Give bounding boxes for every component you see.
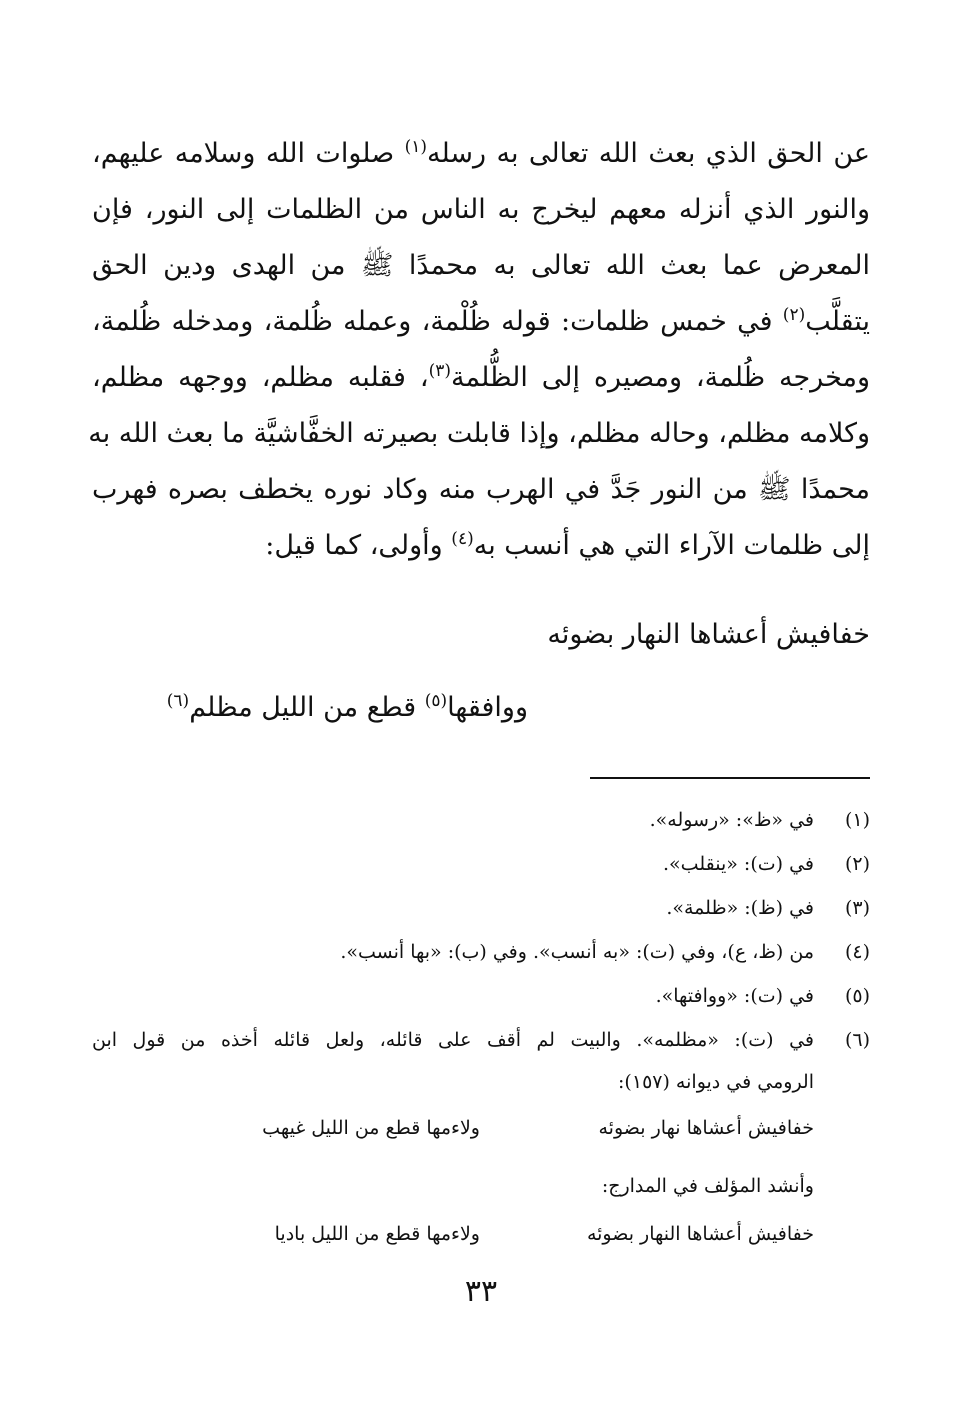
footnote-number: (٤) (844, 941, 870, 963)
paragraph-line: يتقلَّب$^{(٢)}$ في خمس ظلمات: قوله ظُلْمة، وعمله ظُلمة، ومدخله ظُلمة، (92, 305, 870, 337)
footnote-item (92, 1018, 870, 1245)
footnote-reference[interactable]: (١) (404, 137, 427, 157)
footnote-item (92, 798, 870, 842)
quoted-verse-second-hemistich: ولاءمها قطع من الليل باديا (274, 1223, 480, 1245)
footnote-number: (٢) (844, 853, 870, 875)
footnote-reference[interactable]: (٤) (451, 529, 474, 549)
paragraph-line: إلى ظلمات الآراء التي هي أنسب به$^{(٤)}$ وأولى، كما قيل: (265, 529, 870, 561)
footnote-text: في (ت): «ووافتها». (655, 985, 814, 1007)
verse-first-hemistich: خفافيش أعشاها النهار بضوئه (547, 619, 870, 650)
footnote-item (92, 886, 870, 930)
footnote-number: (٥) (844, 985, 870, 1007)
quoted-verse-first-hemistich: خفافيش أعشاها نهار بضوئه (598, 1117, 814, 1139)
verse-second-hemistich: ووافقها$^{(٥)}$ قطع من الليل مظلم$^{(٦)}$ (166, 691, 528, 723)
footnote-text: في (ظ): «ظلمة». (666, 897, 814, 919)
footnote-item (92, 974, 870, 1018)
quoted-verse-first-hemistich: خفافيش أعشاها النهار بضوئه (586, 1223, 814, 1245)
footnote-text: الرومي في ديوانه (١٥٧): (618, 1071, 814, 1093)
footnote-number: (٣) (844, 897, 870, 919)
footnote-number: (١) (844, 809, 870, 831)
footnote-reference[interactable]: (٥) (424, 691, 448, 711)
footnote-number: (٦) (844, 1029, 870, 1051)
paragraph-line: عن الحق الذي بعث الله تعالى به رسله$^{(١)}$ صلوات الله وسلامه عليهم، (92, 137, 870, 169)
footnote-item (92, 842, 870, 886)
paragraph-line: والنور الذي أنزله معهم ليخرج به الناس من الظلمات إلى النور، فإن (92, 194, 870, 225)
paragraph-line: المعرض عما بعث الله تعالى به محمدًا ﷺ من الهدى ودين الحق (92, 250, 870, 281)
quoted-verse-second-hemistich: ولاءمها قطع من الليل غيهب (262, 1117, 480, 1139)
page-number: ٣٣ (464, 1274, 498, 1309)
footnote-text: في (ت): «مظلمه». والبيت لم أقف على قائله، ولعل قائله أخذه من قول ابن (92, 1029, 814, 1051)
footnote-item (92, 930, 870, 974)
footnote-reference[interactable]: (٢) (782, 305, 806, 325)
paragraph-line: وكلامه مظلم، وحاله مظلم، وإذا قابلت بصيرته الخفَّاشيَّة ما بعث الله به (88, 418, 870, 449)
paragraph-line: ومخرجه ظُلمة، ومصيره إلى الظُّلمة$^{(٣)}$، فقلبه مظلم، ووجهه مظلم، (92, 361, 870, 393)
footnote-separator (590, 777, 870, 779)
footnote-text: في (ت): «ينقلب». (663, 853, 814, 875)
footnotes (92, 798, 870, 1245)
footnote-text: في «ظ»: «رسوله». (649, 809, 814, 831)
main-paragraph (88, 126, 870, 574)
paragraph-line: محمدًا ﷺ من النور جَدَّ في الهرب منه وكاد نوره يخطف بصره فهرب (92, 474, 870, 505)
footnote-text: وأنشد المؤلف في المدارج: (601, 1175, 814, 1197)
footnote-text: من (ظ، ع)، وفي (ت): «به أنسب». وفي (ب): «بها أنسب». (340, 941, 814, 963)
footnote-reference[interactable]: (٦) (166, 691, 190, 711)
footnote-reference[interactable]: (٣) (428, 361, 451, 381)
